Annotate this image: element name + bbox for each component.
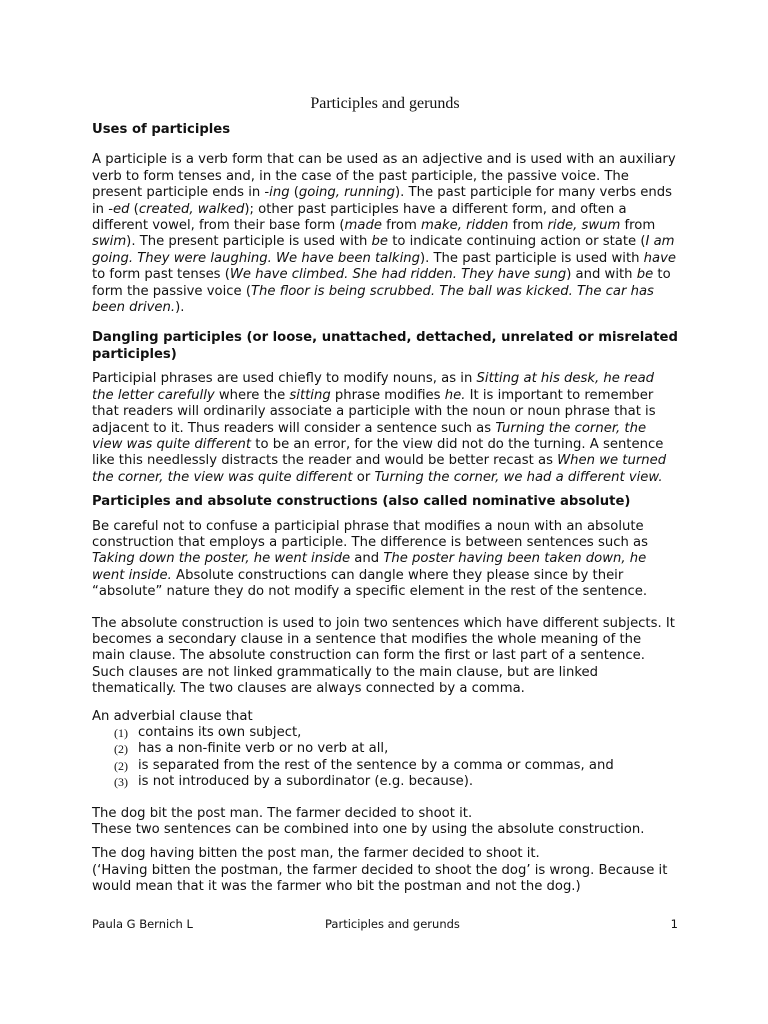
list-number: (3) <box>114 775 128 790</box>
footer-title: Participles and gerunds <box>325 917 460 931</box>
italic-term: Turning the corner, we had a different view. <box>374 469 663 485</box>
list-item <box>92 741 678 757</box>
italic-term: Sitting at his desk, he read the letter carefully <box>92 371 655 403</box>
list-item-text: is not introduced by a subordinator (e.g. because). <box>138 774 474 790</box>
list-item-text: contains its own subject, <box>138 725 302 740</box>
example-explanation: These two sentences can be combined into one by using the absolute construction. <box>92 822 645 838</box>
list-number: (2) <box>114 758 128 773</box>
list-item-text: has a non-finite verb or no verb at all, <box>138 741 389 757</box>
footer-author: Paula G Bernich L <box>92 917 193 931</box>
italic-term: be <box>636 267 654 283</box>
list-number: (1) <box>114 726 128 740</box>
italic-term: sitting <box>289 387 331 403</box>
italic-term: ride, swum <box>547 218 621 234</box>
italic-term: ing <box>269 185 290 201</box>
italic-term: make, ridden <box>421 218 509 234</box>
list-item <box>92 725 678 741</box>
footer-page-number: 1 <box>670 917 678 931</box>
italic-term: ed <box>112 201 130 217</box>
italic-term: Taking down the poster, he went inside <box>92 551 351 567</box>
italic-term: Turning the corner, the view was quite different <box>92 420 647 452</box>
example-sentence: The dog bit the post man. The farmer decided to shoot it. <box>92 805 473 821</box>
italic-term: going, running <box>298 185 396 201</box>
list-item-text: is separated from the rest of the sentence by a comma or commas, and <box>138 757 614 773</box>
italic-term: I am going. They were laughing. We have been talking <box>92 234 675 266</box>
document-body <box>92 94 678 896</box>
paragraph-dangling-participles: Participial phrases are used chiefly to modify nouns, as in Sitting at his desk, he read the letter carefully where the sitting phrase modifies he. It is important to remember that readers will ordinarily associate a participle with the noun or noun phrase that is adjacent to it. Thus readers will consider a sentence such as Turning the corner, the view was quite different to be an error, for the view did not do the turning. A sentence like this needlessly distracts the reader and would be better recast as When we turned the corner, the view was quite different or Turning the corner, we had a different view. <box>92 371 667 485</box>
list-item <box>92 774 678 790</box>
section-heading-dangling-participles: Dangling participles (or loose, unattached, dettached, unrelated or misrelated participles) <box>92 330 678 362</box>
italic-term: The poster having been taken down, he went inside. <box>92 551 647 583</box>
list-number: (2) <box>114 742 128 757</box>
paragraph-absolute-constructions-1: Be careful not to confuse a participial phrase that modifies a noun with an absolute construction that employs a participle. The difference is between sentences such as Taking down the poster, he went inside and The poster having been taken down, he went inside. Absolute constructions can dangle where they please since by their “absolute” nature they do not modify a specific element in the rest of the sentence. <box>92 518 648 600</box>
italic-term: swim <box>92 234 127 250</box>
italic-term: We have climbed. She had ridden. They have sung <box>229 267 567 283</box>
document-title: Participles and gerunds <box>310 95 460 112</box>
italic-term: have <box>643 250 677 266</box>
italic-term: be <box>371 234 388 250</box>
paragraph-uses-of-participles: A participle is a verb form that can be used as an adjective and is used with an auxiliary verb to form tenses and, in the case of the past participle, the passive voice. The present participle ends in -ing (going, running). The past participle for many verbs ends in -ed (created, walked); other past participles have a different form, and often a different vowel, from their base form (made from make, ridden from ride, swum from swim). The present participle is used with be to indicate continuing action or state (I am going. They were laughing. We have been talking). The past participle is used with have to form past tenses (We have climbed. She had ridden. They have sung) and with be to form the passive voice (The floor is being scrubbed. The ball was kicked. The car has been driven.). <box>92 152 677 316</box>
list-intro: An adverbial clause that <box>92 708 253 724</box>
page-footer <box>92 917 678 931</box>
italic-term: made <box>344 218 382 234</box>
example-absolute-explanation: (‘Having bitten the postman, the farmer decided to shoot the dog’ is wrong. Because it would mean that it was the farmer who bit the postman and not the dog.) <box>92 862 668 895</box>
section-heading-uses-of-participles: Uses of participles <box>92 122 231 137</box>
example-absolute-sentence: The dog having bitten the post man, the farmer decided to shoot it. <box>92 846 540 862</box>
italic-term: The floor is being scrubbed. The ball was kicked. The car has been driven. <box>92 283 654 316</box>
italic-term: he. <box>444 387 466 403</box>
paragraph-absolute-constructions-2: The absolute construction is used to join two sentences which have different subjects. It becomes a secondary clause in a sentence that modifies the whole meaning of the main clause. The absolute construction can form the first or last part of a sentence. Such clauses are not linked grammatically to the main clause, but are linked thematically. The two clauses are always connected by a comma. <box>92 615 675 697</box>
section-heading-absolute-constructions: Participles and absolute constructions (also called nominative absolute) <box>92 494 631 510</box>
italic-term: created, walked <box>138 201 245 217</box>
list-item <box>92 758 678 774</box>
adverbial-clause-list <box>92 725 678 791</box>
italic-term: When we turned the corner, the view was quite different <box>92 453 667 485</box>
